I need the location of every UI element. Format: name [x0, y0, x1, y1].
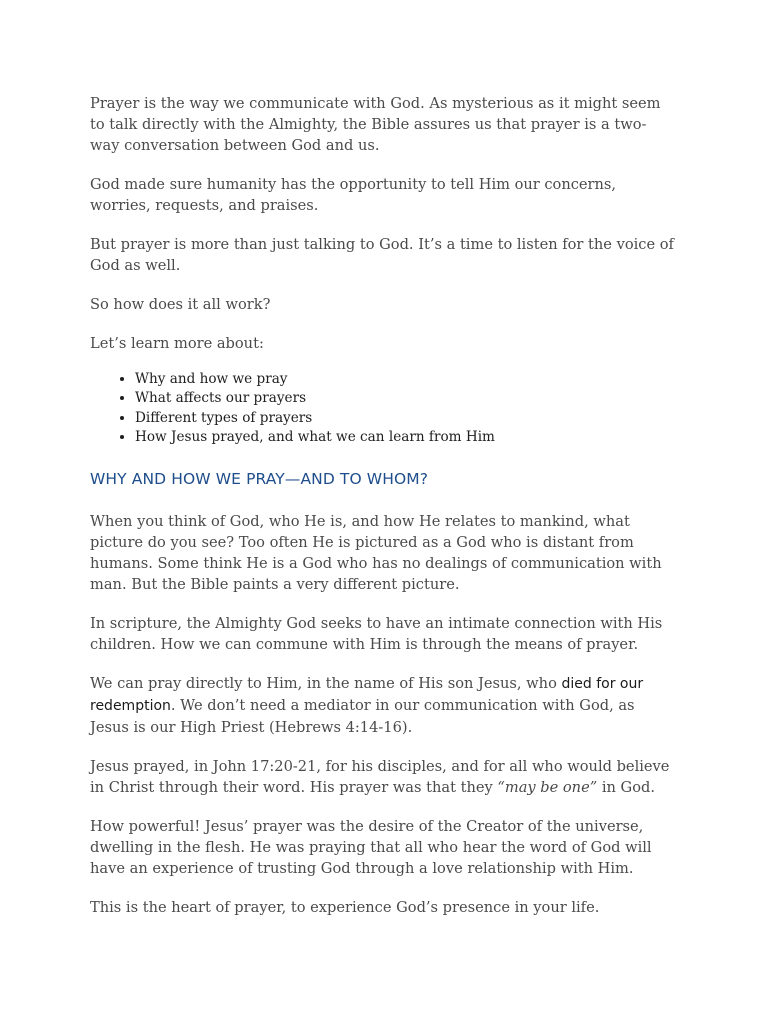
body-paragraph [90, 673, 675, 738]
intro-question: So how does it all work? [90, 296, 271, 313]
paragraph-text: . We don’t need a mediator in our communication with God, as Jesus is our High Priest (Hebrews 4:14-16). [90, 696, 635, 736]
body-paragraph: In scripture, the Almighty God seeks to have an intimate connection with His children. How we can commune with Him is through the means of prayer. [90, 614, 663, 653]
topics-lead-in: Let’s learn more about: [90, 335, 264, 352]
intro-paragraph: Prayer is the way we communicate with God. As mysterious as it might seem to talk directly with the Almighty, the Bible assures us that prayer is a two-way conversation between God and us. [90, 95, 661, 154]
list-item: • Why and how we pray [135, 370, 675, 389]
intro-paragraph: God made sure humanity has the opportunity to tell Him our concerns, worries, requests, and praises. [90, 176, 617, 214]
body-paragraph [90, 756, 675, 798]
list-item: • Different types of prayers [135, 409, 675, 428]
emphasized-quote: “may be one” [497, 778, 598, 796]
list-item: • How Jesus prayed, and what we can learn from Him [135, 428, 675, 447]
intro-paragraph: But prayer is more than just talking to God. It’s a time to listen for the voice of God as well. [90, 236, 674, 274]
paragraph-text: Jesus prayed, in John 17:20-21, for his disciples, and for all who would believe in Christ through their word. His prayer was that they [90, 757, 670, 796]
body-paragraph: When you think of God, who He is, and how He relates to mankind, what picture do you see? Too often He is pictured as a God who is distant from humans. Some think He is a God who has no dealings of communication with man. But the Bible paints a very different picture. [90, 512, 662, 593]
paragraph-text: in God. [597, 778, 655, 796]
article [90, 93, 675, 918]
redemption-link[interactable]: died for our redemption [90, 675, 644, 714]
list-item: • What affects our prayers [135, 389, 675, 408]
section-heading: WHY AND HOW WE PRAY—AND TO WHOM? [90, 469, 429, 488]
paragraph-text: We can pray directly to Him, in the name of His son Jesus, who [90, 674, 562, 692]
body-paragraph: This is the heart of prayer, to experience God’s presence in your life. [90, 898, 600, 916]
body-paragraph: How powerful! Jesus’ prayer was the desire of the Creator of the universe, dwelling in the flesh. He was praying that all who hear the word of God will have an experience of trusting God through a love relationship with Him. [90, 817, 652, 877]
topics-list [90, 370, 675, 448]
